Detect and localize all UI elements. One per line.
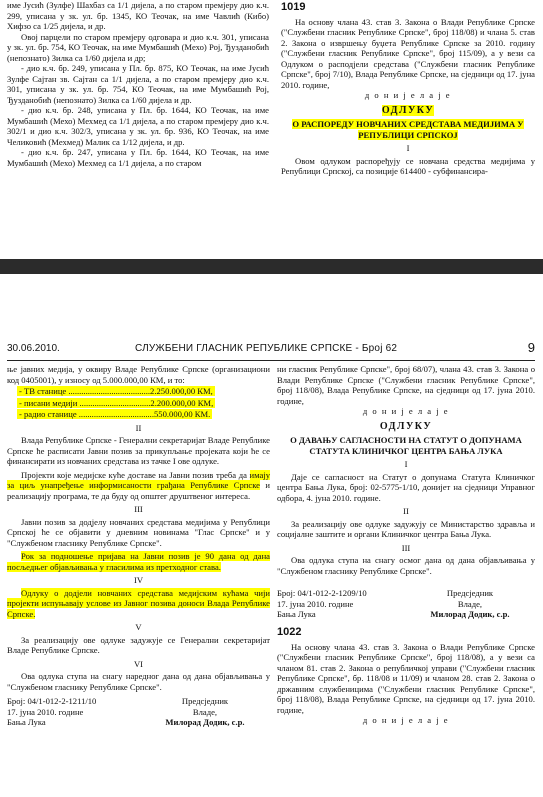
right-column (277, 364, 535, 726)
preamble: На основу члана 43. став 3. Закона о Влади Републике Српске ("Службени гласник Републике Српске", број 118/08) и члана 5. став 2. Закона о извршењу буџета Републике Српске за 2010. годину ("Службени гласник Републике Српске", број 115/09), а у вези са Одлуком о расподјели средстава ("Службени гласник Републике Српске", број 7/10), Влада Републике Српске, на сједници од 17. јуна 2010. године, (281, 16, 535, 90)
paragraph: ни гласник Републике Српске", број 68/07), члана 43. став 3. Закона о Влади Републике Српске ("Службени гласник Републике Српске", број 118/08), Влада Републике Српске, на сједници од 17. јуна 2010. године, (277, 364, 535, 406)
paragraph: Јавни позив за додјелу новчаних средстава медијима у Републици Српској ће се објавити у дневним новинама "Глас Српске" и у "Службеном гласнику Републике Српске". (7, 516, 270, 548)
left-column (7, 364, 270, 729)
paragraph: - дио к.ч. бр. 247, уписана у Пл. бр. 1644, КО Теочак, на име Мумбашић (Мехо) Мехмед са 1/1 дијела, а по старом (7, 147, 269, 168)
decision-title: ОДЛУКУ (379, 420, 433, 432)
paragraph: Ова одлука ступа на снагу наредног дана од дана објављивања у "Службеном гласнику Републике Српске". (7, 671, 270, 692)
highlighted-text: Одлуку о додјели новчаних средстава медијским кућама чији пројекти испуњавају услове из Јавног позива доноси Влада Републике Српске. (7, 587, 270, 619)
section-number: I (406, 143, 410, 153)
section-number: II (403, 506, 409, 516)
section-number: VI (133, 658, 144, 669)
allocation-radio: - радио станице ...................................550.000,00 КМ. (19, 409, 211, 419)
paragraph: Овој парцели по старом премјеру одговара и дио к.ч. 301, уписана у зк. ул. бр. 754, КО Теочак, на име Мумбашић (Мехо) Рој, Ђузданобић (непознато) Зилка са 1/60 дијела и др; (7, 31, 269, 63)
paragraph: ње јавних медија, у оквиру Владе Републике Српске (организациони код 0405001), у износу од 5.000.000,00 КМ, и то: (7, 364, 270, 385)
signing-date: 17. јуна 2010. године (7, 706, 84, 717)
paragraph: име Јусић (Зулфе) Шахбаз са 1/1 дијела, а по старом премјеру дио к.ч. 299, уписана у зк. ул. бр. 1345, КО Теочак, на име Чавлић (Кибо) Хифзо са 1/25 дијела, и др. (7, 0, 269, 31)
section-number: IV (133, 575, 144, 585)
section-number: III (401, 542, 411, 553)
paragraph: За реализацију ове одлуке задужују се Министарство здравља и социјалне заштите и органи Клиничког центра Бања Лука. (277, 518, 535, 539)
previous-page-right-column (281, 0, 535, 177)
signatory-body: Владе, (192, 706, 218, 717)
previous-page-left-column (7, 0, 269, 168)
act-number: 1019 (281, 1, 306, 13)
enactment-phrase: д о н и ј е л а ј е (362, 715, 450, 725)
highlighted-text: имају за циљ унапређење информисаности грађана Републике Српске (7, 469, 270, 490)
allocation-tv: - ТВ станице ......................................2.250.000,00 КМ, (19, 386, 213, 396)
allocation-list (7, 386, 270, 420)
section-number: I (404, 459, 408, 469)
preamble: На основу члана 43. став 3. Закона о Влади Републике Српске ("Службени гласник Републике Српске", број 118/08), а у вези са чланом 81. став 2. Закона о републичкој управи ("Службени гласник Републике Српске", бр. 118/08 и 11/09) и чланом 28. став 2. Закона о државним службеницима ("Службени гласник Републике Српске", број 118/08), Влада Републике Српске, на сједници од 17. јуна 2010. године, (277, 641, 535, 715)
signatory-role: Предсједник (181, 696, 229, 706)
signature-block (7, 696, 270, 729)
page-separator (0, 259, 543, 274)
section-number: II (135, 422, 142, 433)
section-number: III (134, 504, 143, 514)
act-number: 1022 (277, 626, 302, 638)
signing-place: Бања Лука (7, 717, 46, 727)
signatory-name: Милорад Додик, с.р. (165, 717, 245, 727)
paragraph: Влада Републике Српске - Генерални секретаријат Владе Републике Српске ће расписати Јавни позив за прикупљање пројеката који ће се финансирати из новчаних средстава из тачке I ове одлуке. (7, 435, 270, 466)
paragraph: За реализацију ове одлуке задужује се Генерални секретаријат Владе Републике Српске. (7, 634, 270, 655)
allocation-print: - писани медији .................................2.200.000,00 КМ, (19, 397, 214, 408)
signatory-role: Предсједник (446, 588, 494, 598)
signing-date: 17. јуна 2010. године (277, 598, 354, 609)
paragraph: - дио к.ч. бр. 248, уписана у Пл. бр. 1644, КО Теочак, на име Мумбашић (Мехо) Мехмед са 1/1 дијела, а по старом премјеру дио к.ч. 302/1 и дио к.ч. 302/3, уписана у зк. ул. бр. 936, КО Теочак, на име Челиковић (Мехмед) Малик са 1/12 дијела, и др. (7, 105, 269, 147)
section-number: V (135, 622, 142, 632)
header-rule (7, 360, 535, 361)
signatory-body: Владе, (457, 598, 483, 609)
reference-number: Број: 04/1-012-2-1209/10 (277, 588, 367, 598)
decision-title: ОДЛУКУ (381, 104, 435, 116)
gazette-title: СЛУЖБЕНИ ГЛАСНИК РЕПУБЛИКЕ СРПСКЕ - Број 62 (135, 343, 398, 354)
issue-date: 30.06.2010. (7, 343, 60, 354)
decision-subtitle: О РАСПОРЕДУ НОВЧАНИХ СРЕДСТАВА МЕДИЈИМА У РЕПУБЛИЦИ СРПСКОЈ (292, 119, 524, 140)
signature-block (277, 588, 535, 621)
reference-number: Број: 04/1-012-2-1211/10 (7, 696, 97, 706)
gazette-page (0, 292, 543, 797)
enactment-phrase: д о н и ј е л а ј е (362, 406, 450, 416)
paragraph: Ова одлука ступа на снагу осмог дана од дана објављивања у "Службеном гласнику Републике Српске". (277, 555, 535, 576)
enactment-phrase: д о н и ј е л а ј е (364, 90, 452, 100)
page-number: 9 (527, 340, 535, 355)
previous-page-fragment (0, 0, 543, 228)
page-header (7, 340, 535, 358)
signatory-name: Милорад Додик, с.р. (430, 609, 510, 619)
paragraph: Пројекти које медијске куће доставе на Јавни позив треба да имају за циљ унапређење информисаности грађана Републике Српске и реализацију програма, те да буду од општег друштвеног интереса. (7, 469, 270, 501)
highlighted-text: Рок за подношење пријава на Јавни позив је 90 дана од дана посљедњег објављивања у гласилима из претходног става. (7, 551, 270, 572)
paragraph: Даје се сагласност на Статут о допунама Статута Клиничког центра Бања Лука, број: 02-5775-1/10, донијет на сједници Управног одбора, 4. јуна 2010. године. (277, 471, 535, 503)
decision-subtitle: О ДАВАЊУ САГЛАСНОСТИ НА СТАТУТ О ДОПУНАМА СТАТУТА КЛИНИЧКОГ ЦЕНТРА БАЊА ЛУКА (290, 435, 522, 456)
paragraph: - дио к.ч. бр. 249, уписана у Пл. бр. 875, КО Теочак, на име Јусић Зулфе Сајтан зв. Сајтан са 1/1 дијела, а по старом премјеру дио к.ч. 301, уписана у зк. ул. бр. 754, КО Теочак, на име Мумбашић Рој, Ђузданобић (непознато) Зилка са 1/60 дијела и др. (7, 63, 269, 105)
signing-place: Бања Лука (277, 609, 316, 619)
paragraph: Овом одлуком распоређују се новчана средства медијима у Републици Српској, са позиције 614400 - субфинансира- (281, 155, 535, 176)
